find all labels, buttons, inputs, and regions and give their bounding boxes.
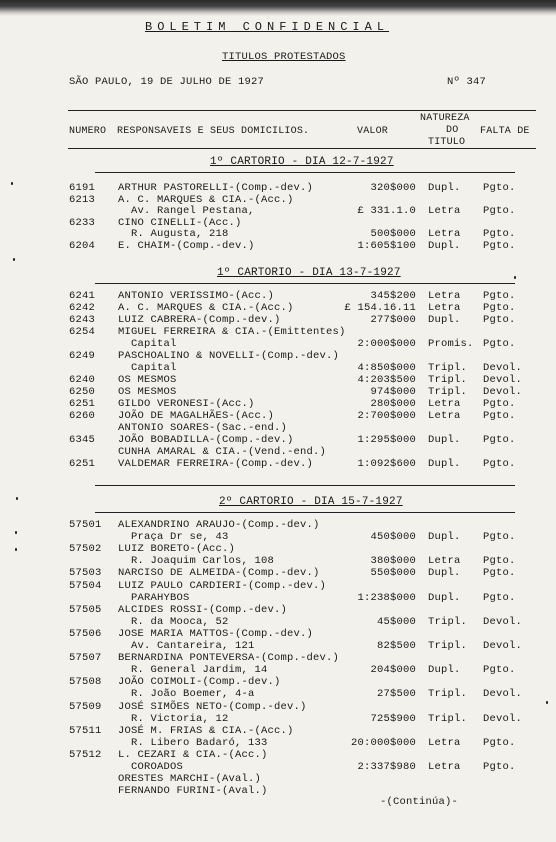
row-code: 57502 — [69, 543, 102, 556]
row-value: 1:238$000 — [357, 591, 416, 604]
section-end-rule — [95, 485, 515, 486]
section-heading: 1º CARTORIO - DIA 12-7-1927 — [210, 156, 394, 168]
row-status: Pgto. — [483, 761, 516, 773]
table-row — [0, 363, 556, 374]
section-heading: 1º CARTORIO - DIA 13-7-1927 — [217, 267, 401, 279]
row-status: Devol. — [483, 374, 523, 386]
table-row — [0, 738, 556, 749]
row-code: 6241 — [69, 290, 96, 302]
row-value: 725$900 — [370, 712, 416, 725]
table-row — [0, 241, 556, 252]
col-responsaveis: RESPONSAVEIS E SEUS DOMICILIOS. — [117, 126, 310, 137]
row-nature: Dupl. — [428, 434, 461, 446]
row-status: Pgto. — [483, 302, 516, 314]
row-party: Capital — [118, 362, 177, 374]
table-row — [0, 641, 556, 652]
row-party: FERNANDO FURINI-(Aval.) — [118, 785, 268, 798]
table-row — [0, 786, 556, 797]
row-party: JOSÉ SIMÕES NETO-(Comp.-dev.) — [118, 700, 307, 713]
table-row — [0, 411, 556, 422]
table-row — [0, 762, 556, 773]
row-code: 6254 — [69, 326, 96, 338]
row-party: NARCISO DE ALMEIDA-(Comp.-dev.) — [118, 567, 320, 580]
row-code: 57507 — [69, 652, 102, 665]
row-nature: Tripl. — [428, 374, 468, 386]
table-row — [0, 315, 556, 326]
row-party: MIGUEL FERREIRA & CIA.-(Emittentes) — [118, 326, 346, 338]
row-code: 6260 — [69, 410, 96, 422]
row-status: Devol. — [483, 712, 523, 725]
table-row — [0, 702, 556, 713]
row-value: 27$500 — [376, 688, 416, 701]
row-nature: Dupl. — [428, 314, 461, 326]
col-natureza-3: TITULO — [428, 137, 466, 148]
row-party: JOÃO COIMOLI-(Comp.-dev.) — [118, 676, 281, 689]
row-status: Pgto. — [483, 567, 516, 580]
table-row — [0, 581, 556, 592]
row-status: Devol. — [483, 688, 523, 701]
table-row — [0, 447, 556, 458]
row-code: 6213 — [69, 193, 96, 206]
row-status: Pgto. — [483, 664, 516, 677]
row-status: Pgto. — [483, 182, 516, 194]
row-status: Pgto. — [483, 240, 516, 252]
row-value: 380$000 — [370, 555, 416, 568]
row-code: 57503 — [69, 567, 102, 580]
table-row — [0, 726, 556, 737]
row-value: 45$000 — [376, 615, 416, 628]
row-party: ORESTES MARCHI-(Aval.) — [118, 773, 262, 786]
row-party: A. C. MARQUES & CIA.-(Acc.) — [118, 193, 294, 206]
scan-speck — [13, 258, 15, 261]
table-row — [0, 206, 556, 217]
row-nature: Tripl. — [428, 712, 468, 725]
row-nature: Letra — [428, 555, 461, 568]
table-row — [0, 229, 556, 240]
bulletin-number: Nº 347 — [447, 76, 487, 88]
scan-speck — [11, 182, 13, 185]
row-party: Praça Dr se, 43 — [118, 531, 229, 544]
scan-speck — [16, 497, 18, 500]
row-code: 57509 — [69, 700, 102, 713]
table-row — [0, 629, 556, 640]
row-status: Pgto. — [483, 314, 516, 326]
table-row — [0, 435, 556, 446]
scan-speck — [546, 701, 548, 704]
row-party: LUIZ PAULO CARDIERI-(Comp.-dev.) — [118, 579, 327, 592]
table-row — [0, 665, 556, 676]
row-code: 57506 — [69, 627, 102, 640]
row-nature: Letra — [428, 761, 461, 773]
table-row — [0, 544, 556, 555]
row-party: JOSE MARIA MATTOS-(Comp.-dev.) — [118, 627, 314, 640]
table-row — [0, 399, 556, 410]
row-status: Pgto. — [483, 555, 516, 568]
row-nature: Dupl. — [428, 591, 461, 604]
col-falta: FALTA DE — [480, 126, 530, 137]
row-party: OS MESMOS — [118, 386, 177, 398]
row-nature: Tripl. — [428, 362, 468, 374]
row-code: 57511 — [69, 724, 102, 737]
row-status: Pgto. — [483, 398, 516, 410]
row-party: Av. Cantareira, 121 — [118, 640, 255, 652]
table-row — [0, 218, 556, 229]
col-natureza-1: NATUREZA — [420, 113, 470, 124]
section-rule — [95, 512, 515, 513]
row-code: 6251 — [69, 398, 96, 410]
row-code: 57501 — [69, 519, 102, 531]
row-party: R. Libero Badaró, 133 — [118, 736, 268, 749]
row-status: Pgto. — [483, 205, 516, 218]
table-row — [0, 387, 556, 398]
table-row — [0, 520, 556, 531]
row-party: PASCHOALINO & NOVELLI-(Comp.-dev.) — [118, 350, 340, 362]
row-nature: Letra — [428, 205, 461, 218]
row-status: Devol. — [483, 362, 523, 374]
row-party: GILDO VERONESI-(Acc.) — [118, 398, 255, 410]
row-party: Av. Rangel Pestana, — [118, 205, 255, 218]
scan-speck — [15, 531, 17, 534]
row-nature: Dupl. — [428, 458, 461, 470]
table-row — [0, 195, 556, 206]
row-code: 6249 — [69, 350, 96, 362]
row-party: E. CHAIM-(Comp.-dev.) — [118, 240, 255, 252]
row-party: ALEXANDRINO ARAUJO-(Comp.-dev.) — [118, 519, 320, 531]
row-value: 82$500 — [376, 640, 416, 652]
col-natureza-2: DO — [446, 125, 459, 136]
row-party: R. João Boemer, 4-a — [118, 688, 255, 701]
table-row — [0, 653, 556, 664]
row-party: ANTONIO VERISSIMO-(Acc.) — [118, 290, 275, 302]
row-value: 280$000 — [370, 398, 416, 410]
row-nature: Letra — [428, 736, 461, 749]
row-nature: Tripl. — [428, 386, 468, 398]
row-value: 2:337$980 — [357, 761, 416, 773]
scan-speck — [15, 548, 17, 551]
table-row — [0, 568, 556, 579]
row-nature: Letra — [428, 228, 461, 241]
row-party: Capital — [118, 338, 177, 350]
table-row — [0, 532, 556, 543]
row-party: ANTONIO SOARES-(Sac.-end.) — [118, 422, 288, 434]
row-value: 320$000 — [370, 182, 416, 194]
row-value: 2:000$000 — [357, 338, 416, 350]
row-value: 450$000 — [370, 531, 416, 544]
row-status: Devol. — [483, 386, 523, 398]
row-status: Pgto. — [483, 338, 516, 350]
place-date: SÃO PAULO, 19 DE JULHO DE 1927 — [69, 76, 265, 88]
table-row — [0, 714, 556, 725]
table-row — [0, 774, 556, 785]
row-value: 2:700$000 — [357, 410, 416, 422]
col-valor: VALOR — [357, 126, 389, 137]
table-row — [0, 677, 556, 688]
row-party: R. da Mooca, 52 — [118, 615, 229, 628]
row-status: Pgto. — [483, 410, 516, 422]
row-code: 57512 — [69, 748, 102, 761]
table-row — [0, 423, 556, 434]
row-party: COROADOS — [118, 761, 184, 773]
row-party: BERNARDINA PONTEVERSA-(Comp.-dev.) — [118, 652, 340, 665]
row-party: A. C. MARQUES & CIA.-(Acc.) — [118, 302, 294, 314]
row-value: 4:203$500 — [357, 374, 416, 386]
row-nature: Dupl. — [428, 664, 461, 677]
row-status: Devol. — [483, 615, 523, 628]
scan-edge-shadow — [0, 0, 556, 16]
row-value: 4:850$000 — [357, 362, 416, 374]
table-row — [0, 339, 556, 350]
header-rule-top — [68, 110, 536, 111]
table-row — [0, 183, 556, 194]
scan-speck — [514, 276, 516, 279]
row-party: JOSÉ M. FRIAS & CIA.-(Acc.) — [118, 724, 294, 737]
table-row — [0, 327, 556, 338]
row-party: VALDEMAR FERREIRA-(Comp.-dev.) — [118, 458, 314, 470]
row-party: LUIZ BORETO-(Acc.) — [118, 543, 236, 556]
header-rule-bottom — [68, 148, 536, 149]
row-code: 57504 — [69, 579, 102, 592]
row-code: 57505 — [69, 603, 102, 616]
row-nature: Dupl. — [428, 240, 461, 252]
section-rule — [95, 283, 515, 284]
row-value: 204$000 — [370, 664, 416, 677]
row-value: £ 154.16.11 — [344, 302, 416, 314]
continua-note: -(Continúa)- — [380, 796, 459, 808]
row-status: Pgto. — [483, 434, 516, 446]
table-row — [0, 689, 556, 700]
row-value: 1:295$000 — [357, 434, 416, 446]
row-value: 550$000 — [370, 567, 416, 580]
row-nature: Letra — [428, 290, 461, 302]
table-row — [0, 291, 556, 302]
row-value: 1:605$100 — [357, 240, 416, 252]
row-nature: Dupl. — [428, 567, 461, 580]
row-value: 20:000$000 — [350, 736, 416, 749]
row-nature: Dupl. — [428, 182, 461, 194]
table-row — [0, 605, 556, 616]
row-nature: Tripl. — [428, 640, 468, 652]
document-subtitle: TITULOS PROTESTADOS — [222, 51, 346, 63]
row-value: 345$200 — [370, 290, 416, 302]
row-status: Pgto. — [483, 228, 516, 241]
row-value: £ 331.1.0 — [357, 205, 416, 218]
row-code: 6243 — [69, 314, 96, 326]
table-row — [0, 750, 556, 761]
col-numero: NUMERO — [69, 126, 107, 137]
row-party: CINO CINELLI-(Acc.) — [118, 216, 242, 229]
table-row — [0, 375, 556, 386]
row-party: R. Joaquim Carlos, 108 — [118, 555, 275, 568]
row-status: Pgto. — [483, 290, 516, 302]
row-status: Pgto. — [483, 591, 516, 604]
row-nature: Tripl. — [428, 688, 468, 701]
table-row — [0, 303, 556, 314]
row-nature: Letra — [428, 302, 461, 314]
row-party: R. General Jardim, 14 — [118, 664, 268, 677]
row-code: 6345 — [69, 434, 96, 446]
row-status: Devol. — [483, 640, 523, 652]
row-code: 6204 — [69, 240, 96, 252]
table-row — [0, 593, 556, 604]
row-code: 6250 — [69, 386, 96, 398]
row-status: Pgto. — [483, 531, 516, 544]
row-party: R. Victoria, 12 — [118, 712, 229, 725]
row-party: ALCIDES ROSSI-(Comp.-dev.) — [118, 603, 288, 616]
row-nature: Tripl. — [428, 615, 468, 628]
table-row — [0, 351, 556, 362]
table-row — [0, 556, 556, 567]
row-party: R. Augusta, 218 — [118, 228, 229, 241]
table-row — [0, 459, 556, 470]
row-nature: Letra — [428, 410, 461, 422]
section-heading: 2º CARTORIO - DIA 15-7-1927 — [219, 496, 403, 508]
row-value: 500$000 — [370, 228, 416, 241]
row-code: 57508 — [69, 676, 102, 689]
row-party: CUNHA AMARAL & CIA.-(Vend.-end.) — [118, 446, 327, 458]
row-party: JOÃO DE MAGALHÃES-(Acc.) — [118, 410, 275, 422]
row-party: OS MESMOS — [118, 374, 177, 386]
row-party: ARTHUR PASTORELLI-(Comp.-dev.) — [118, 182, 314, 194]
row-value: 277$000 — [370, 314, 416, 326]
row-party: PARAHYBOS — [118, 591, 190, 604]
table-row — [0, 617, 556, 628]
row-party: JOÃO BOBADILLA-(Comp.-dev.) — [118, 434, 294, 446]
row-code: 6242 — [69, 302, 96, 314]
row-code: 6251 — [69, 458, 96, 470]
row-status: Pgto. — [483, 458, 516, 470]
row-code: 6233 — [69, 216, 96, 229]
row-nature: Letra — [428, 398, 461, 410]
row-code: 6191 — [69, 182, 96, 194]
row-code: 6240 — [69, 374, 96, 386]
row-status: Pgto. — [483, 736, 516, 749]
document-title: BOLETIM CONFIDENCIAL — [145, 20, 390, 34]
row-nature: Dupl. — [428, 531, 461, 544]
row-value: 1:092$600 — [357, 458, 416, 470]
section-rule — [95, 172, 515, 173]
row-nature: Promis. — [428, 338, 474, 350]
row-party: L. CEZARI & CIA.-(Acc.) — [118, 748, 268, 761]
row-value: 974$000 — [370, 386, 416, 398]
row-party: LUIZ CABRERA-(Comp.-dev.) — [118, 314, 281, 326]
